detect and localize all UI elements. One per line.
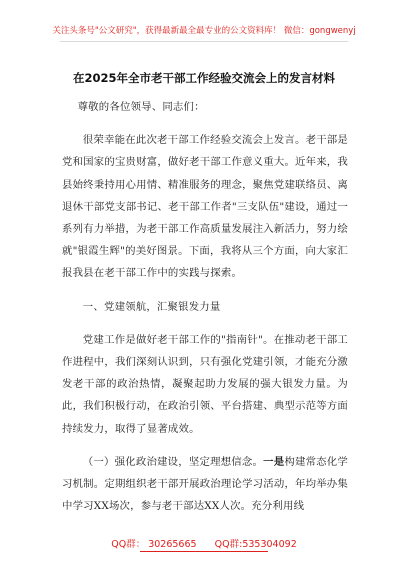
header-divider	[60, 41, 348, 42]
subsection-text: 构建常态化学习机制。定期组织老干部开展政治理论学习活动，年均举办集中学习XX场次，参与老干部达XX人次。充分利用线	[62, 455, 348, 513]
paragraph-section-1: 党建工作是做好老干部工作的"指南针"。在推动老干部工作进程中，我们深刻认识到，只有强化党建引领，才能充分激发老干部的政治热情，凝聚起助力发展的强大银发力量。为此，我们积极行动，在政治引领、平台搭建、典型示范等方面持续发力，取得了显著成效。	[62, 333, 348, 435]
paragraph-intro: 很荣幸能在此次老干部工作经验交流会上发言。老干部是党和国家的宝贵财富，做好老干部工作意义重大。近年来，我县始终秉持用心用情、精准服务的理念，聚焦党建联络员、离退休干部党支部书记、老干部工作者"三支队伍"建设，通过一系列有力举措，为老干部工作高质量发展注入新活力，努力绘就"银霞生辉"的美好图景。下面，我将从三个方面，向大家汇报我县在老干部工作中的实践与探索。	[62, 134, 348, 280]
footer-underline	[140, 551, 268, 552]
document-body	[62, 96, 348, 528]
subsection-heading: （一）强化政治建设，坚定理想信念。	[82, 455, 264, 468]
header-promo-banner: 关注头条号"公文研究"，获得最新最全最专业的公文资料库！ 微信：gongwenyj	[52, 26, 356, 36]
section-heading-1: 一、党建领航，汇聚银发力量	[82, 300, 221, 313]
document-title: 在2025年全市老干部工作经验交流会上的发言材料	[72, 71, 335, 85]
bold-marker: 一是	[263, 455, 285, 468]
footer-contact-info: QQ群： 30265665 QQ群:535304092	[111, 539, 297, 550]
salutation: 尊敬的各位领导、同志们：	[77, 101, 205, 113]
paragraph-subsection-1	[62, 451, 348, 518]
